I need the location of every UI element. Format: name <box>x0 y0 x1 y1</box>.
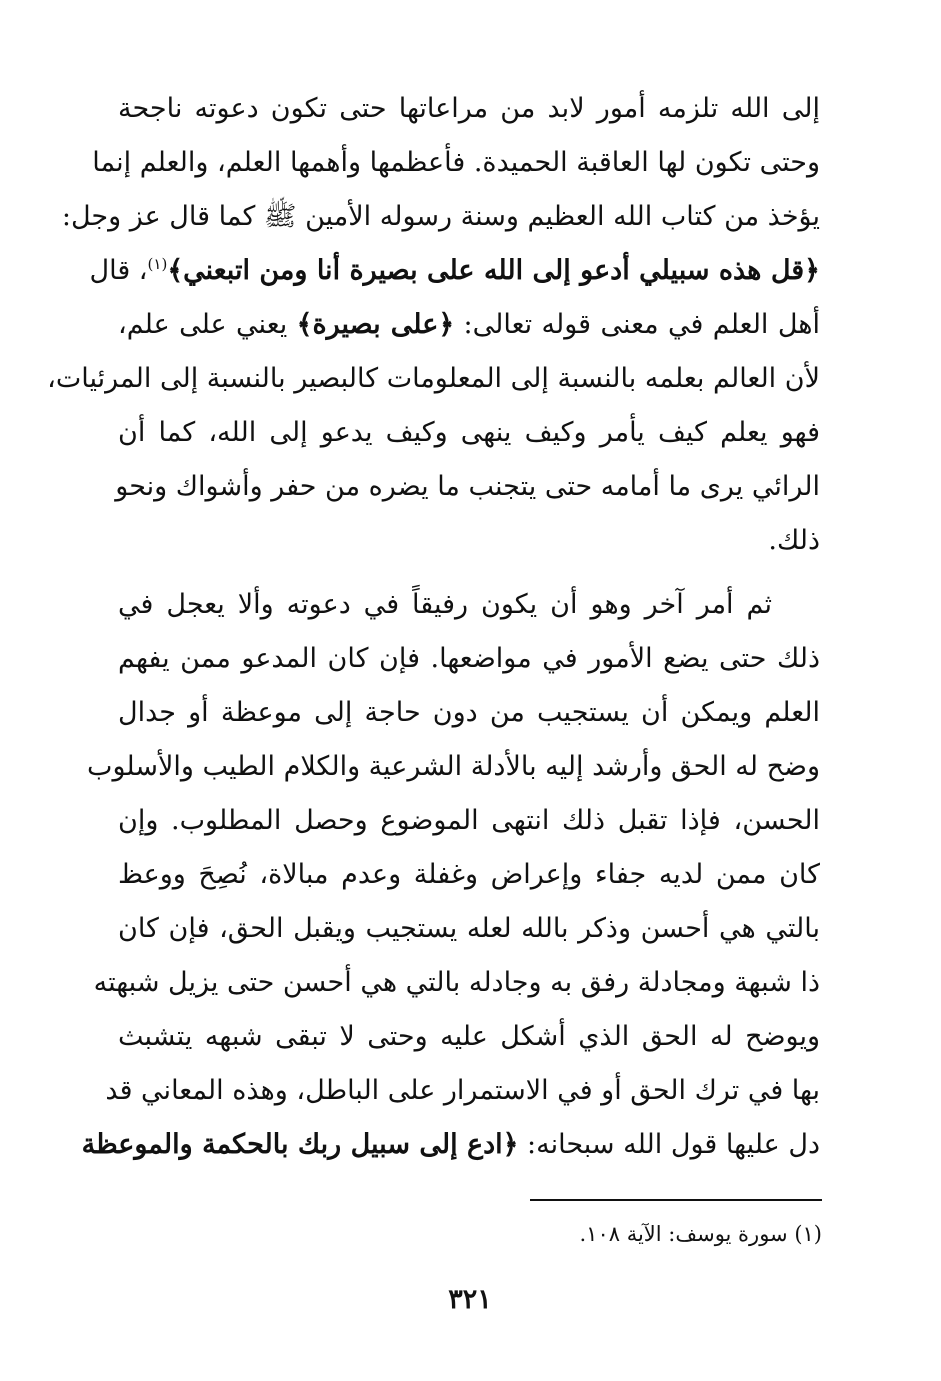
text-line: ثم أمر آخر وهو أن يكون رفيقاً في دعوته وألا يعجل في <box>118 589 772 620</box>
text-run: ، قال <box>89 255 148 286</box>
text-line-with-quran-verse <box>81 1118 820 1172</box>
text-line: وحتى تكون لها العاقبة الحميدة. فأعظمها وأهمها العلم، والعلم إنما <box>92 147 820 178</box>
quran-verse: ﴿على بصيرة﴾ <box>296 309 455 340</box>
footnote: (١) سورة يوسف: الآية ١٠٨. <box>579 1222 822 1246</box>
text-line: ذلك حتى يضع الأمور في مواضعها. فإن كان المدعو ممن يفهم <box>118 643 820 674</box>
text-run: دل عليها قول الله سبحانه: <box>518 1129 820 1160</box>
text-line: لأن العالم بعلمه بالنسبة إلى المعلومات كالبصير بالنسبة إلى المرئيات، <box>47 363 820 394</box>
quran-verse: ﴿ادع إلى سبيل ربك بالحكمة والموعظة <box>81 1129 519 1160</box>
text-line: وضح له الحق وأرشد إليه بالأدلة الشرعية والكلام الطيب والأسلوب <box>87 751 820 782</box>
text-line: الحسن، فإذا تقبل ذلك انتهى الموضوع وحصل المطلوب. وإن <box>118 805 820 836</box>
text-line-with-quran-verse <box>89 244 820 298</box>
text-line: إلى الله تلزمه أمور لابد من مراعاتها حتى تكون دعوته ناجحة <box>118 93 820 124</box>
text-line: ويوضح له الحق الذي أشكل عليه وحتى لا تبقى شبهه يتشبث <box>118 1021 820 1052</box>
paragraph-2 <box>81 578 820 1172</box>
text-line: ذلك. <box>768 525 820 556</box>
text-run: أهل العلم في معنى قوله تعالى: <box>454 309 821 340</box>
text-run: يعني على علم، <box>118 309 297 340</box>
text-line: كان ممن لديه جفاء وإعراض وغفلة وعدم مبالاة، نُصِحَ ووعظ <box>118 859 820 890</box>
footnote-marker: (١) <box>147 255 168 273</box>
text-line: العلم ويمكن أن يستجيب من دون حاجة إلى موعظة أو جدال <box>118 697 820 728</box>
footnote-divider <box>530 1199 822 1201</box>
text-line: بها في ترك الحق أو في الاستمرار على الباطل، وهذه المعاني قد <box>105 1075 820 1106</box>
text-line: فهو يعلم كيف يأمر وكيف ينهى وكيف يدعو إلى الله، كما أن <box>118 417 820 448</box>
text-line: بالتي هي أحسن وذكر بالله لعله يستجيب ويقبل الحق، فإن كان <box>118 913 820 944</box>
text-line: ذا شبهة ومجادلة رفق به وجادله بالتي هي أحسن حتى يزيل شبهته <box>93 967 820 998</box>
quran-verse: ﴿قل هذه سبيلي أدعو إلى الله على بصيرة أنا ومن اتبعني﴾ <box>167 255 820 286</box>
page-number: ٣٢١ <box>448 1284 492 1315</box>
text-line-with-quran-verse <box>118 298 820 352</box>
paragraph-1 <box>47 82 821 568</box>
text-line: يؤخذ من كتاب الله العظيم وسنة رسوله الأمين ﷺ كما قال عز وجل: <box>61 201 820 232</box>
text-line: الرائي يرى ما أمامه حتى يتجنب ما يضره من حفر وأشواك ونحو <box>115 471 820 502</box>
